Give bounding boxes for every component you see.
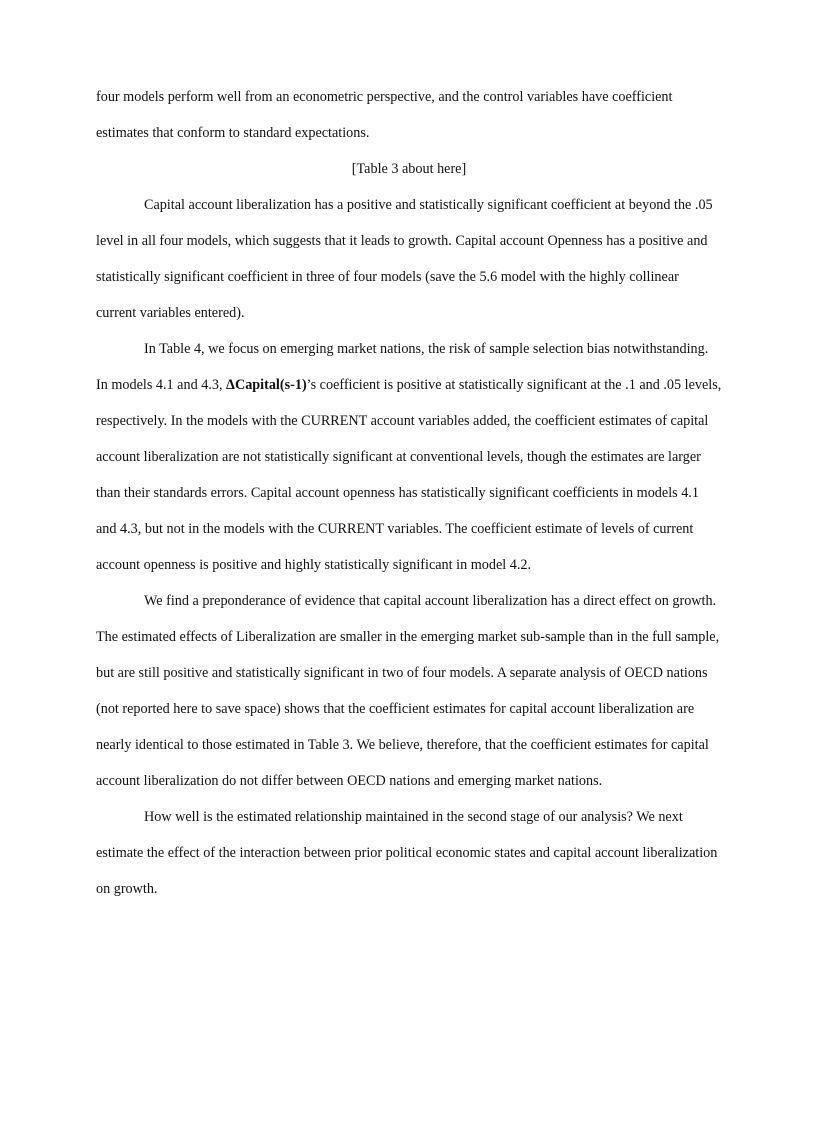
table-placeholder: [Table 3 about here] [351,161,467,177]
paragraph-4: We find a preponderance of evidence that capital account liberalization has a direct effect on growth. The estimated effects of Liberalization are smaller in the emerging market sub-sample than in the full sample, but are still positive and statistically significant in two of four models. A separate analysis of OECD nations (not reported here to save space) shows that the coefficient estimates for capital account liberalization are nearly identical to those estimated in Table 3. We believe, therefore, that the coefficient estimates for capital account liberalization do not differ between OECD nations and emerging market nations. [96,593,720,789]
paragraph-1: four models perform well from an econometric perspective, and the control variables have coefficient estimates that conform to standard expectations. [96,89,673,141]
paragraph-3-part-1: In Table 4, we focus on emerging market nations, the risk of sample selection bias notwithstanding. In models 4.1 and 4.3, [96,341,709,393]
delta-capital-term: ΔCapital(s-1) [226,377,307,393]
paragraph-3-part-2: ’s coefficient is positive at statistically significant at the .1 and .05 levels, respectively. In the models with the CURRENT account variables added, the coefficient estimates of capital account liberalization are not statistically significant at conventional levels, though the estimates are larger than their standards errors. Capital account openness has statistically significant coefficients in models 4.1 and 4.3, but not in the models with the CURRENT variables. The coefficient estimate of levels of current account openness is positive and highly statistically significant in model 4.2. [96,377,722,573]
paragraph-3 [96,331,722,583]
body-text [96,79,722,907]
paragraph-5: How well is the estimated relationship maintained in the second stage of our analysis? We next estimate the effect of the interaction between prior political economic states and capital account liberalization on growth. [96,809,718,897]
paragraph-2: Capital account liberalization has a positive and statistically significant coefficient at beyond the .05 level in all four models, which suggests that it leads to growth. Capital account Openness has a positive and statistically significant coefficient in three of four models (save the 5.6 model with the highly collinear current variables entered). [96,197,713,321]
